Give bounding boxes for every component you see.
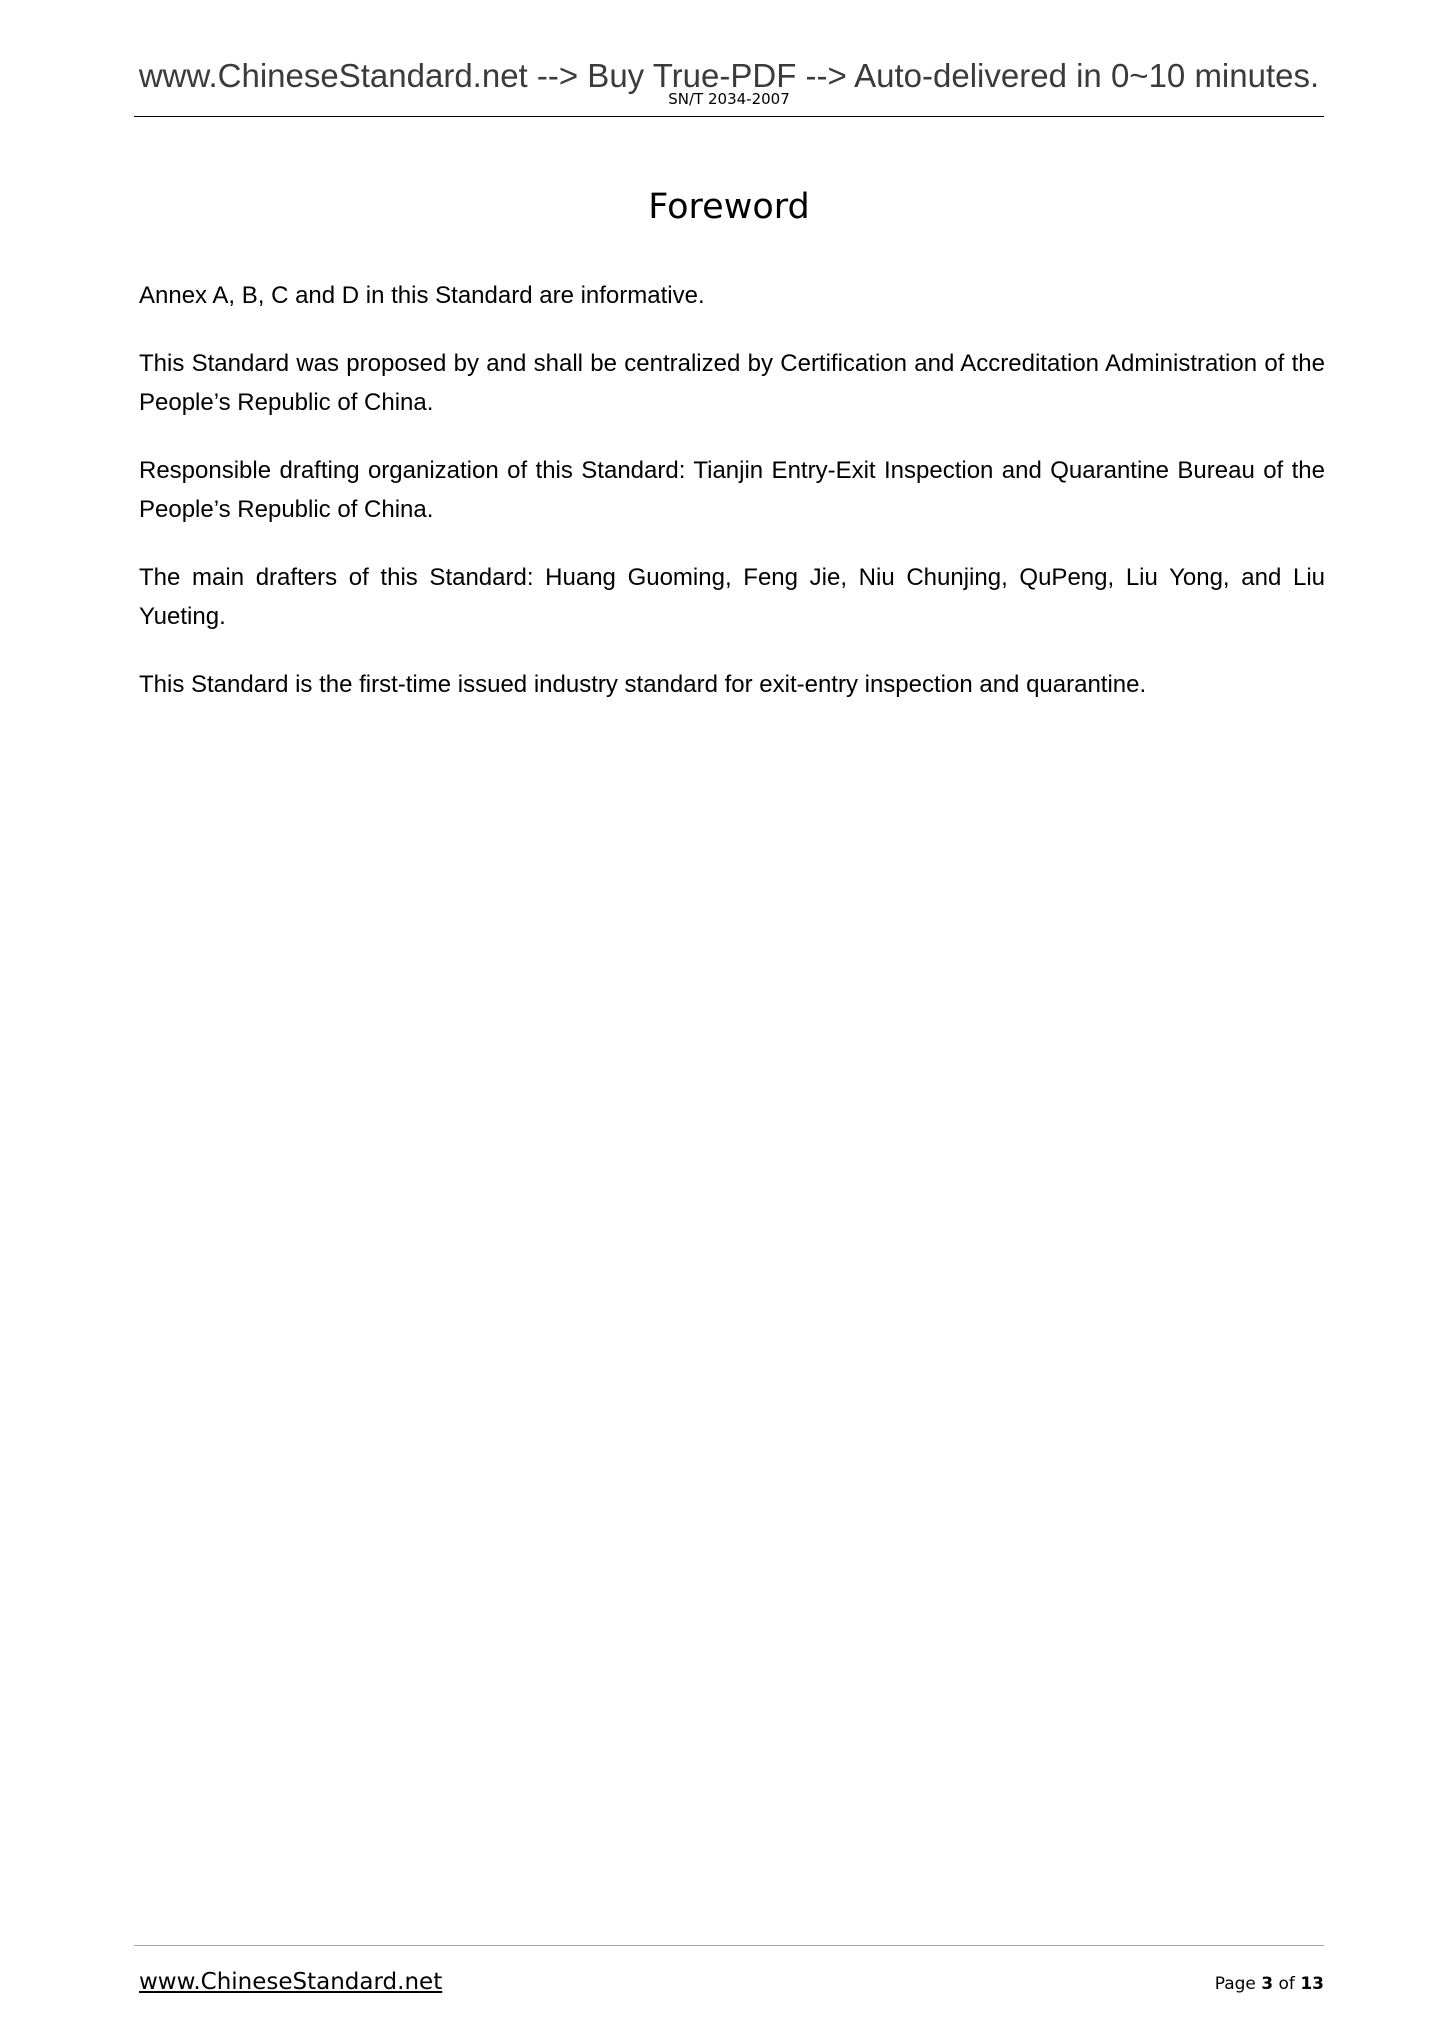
page-number [1215,1973,1324,1995]
paragraph-annex-note: Annex A, B, C and D in this Standard are informative. [139,282,705,309]
page-current: 3 [1261,1974,1274,1994]
paragraph-proposer: This Standard was proposed by and shall be centralized by Certification and Accreditation Administration of the People’s Republic of China. [139,350,1325,416]
document-body [139,276,1325,733]
header-divider [134,116,1324,117]
paragraph-issue-note: This Standard is the first-time issued industry standard for exit-entry inspection and quarantine. [139,671,1147,698]
document-id: SN/T 2034-2007 [668,90,790,108]
paragraph-drafters: The main drafters of this Standard: Huang Guoming, Feng Jie, Niu Chunjing, QuPeng, Liu Yong, and Liu Yueting. [139,564,1325,630]
page-of: of [1278,1974,1295,1994]
page-label: Page [1214,1974,1256,1994]
page-total: 13 [1300,1974,1324,1994]
page-title: Foreword [648,187,810,227]
paragraph-drafting-organization: Responsible drafting organization of this Standard: Tianjin Entry-Exit Inspection and Quarantine Bureau of the People’s Republic of China. [139,457,1325,523]
footer-website-link[interactable]: www.ChineseStandard.net [139,1969,443,1995]
footer-divider [134,1945,1324,1946]
header-banner: www.ChineseStandard.net --> Buy True-PDF --> Auto-delivered in 0~10 minutes. [138,57,1320,94]
